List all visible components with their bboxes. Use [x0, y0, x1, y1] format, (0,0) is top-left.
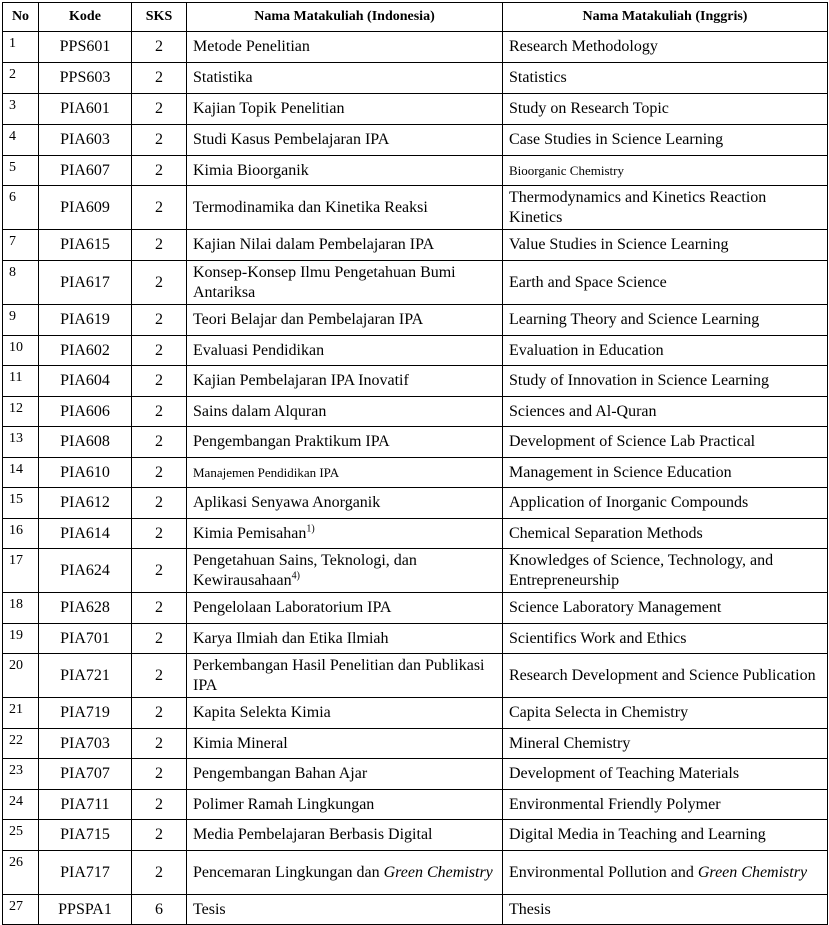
cell-name-english: Study of Innovation in Science Learning [503, 366, 828, 397]
course-name: Environmental Pollution and [509, 863, 694, 881]
cell-no: 3 [3, 94, 39, 125]
cell-name-indonesia: Pengelolaan Laboratorium IPA [187, 593, 503, 624]
cell-sks: 2 [132, 458, 187, 488]
cell-name-indonesia [187, 549, 503, 593]
cell-name-indonesia [187, 519, 503, 549]
cell-no: 19 [3, 624, 39, 654]
table-row [3, 261, 828, 305]
cell-sks: 2 [132, 519, 187, 549]
cell-no: 16 [3, 519, 39, 549]
cell-name-indonesia: Konsep-Konsep Ilmu Pengetahuan Bumi Antariksa [187, 261, 503, 305]
course-name-line2: Kewirausahaan [193, 571, 292, 589]
table-row [3, 549, 828, 593]
cell-kode: PIA715 [39, 820, 132, 851]
course-name: Kimia Pemisahan [193, 524, 307, 542]
cell-no: 6 [3, 186, 39, 230]
table-row [3, 427, 828, 458]
cell-no: 23 [3, 759, 39, 790]
cell-name-indonesia: Perkembangan Hasil Penelitian dan Publikasi IPA [187, 654, 503, 698]
cell-no: 12 [3, 397, 39, 427]
course-name-line1: Pengetahuan Sains, Teknologi, dan [193, 551, 417, 569]
cell-sks: 2 [132, 397, 187, 427]
cell-no: 8 [3, 261, 39, 305]
cell-no: 13 [3, 427, 39, 458]
cell-sks: 2 [132, 820, 187, 851]
cell-kode: PIA603 [39, 125, 132, 156]
table-row [3, 624, 828, 654]
cell-name-english: Digital Media in Teaching and Learning [503, 820, 828, 851]
cell-name-indonesia: Polimer Ramah Lingkungan [187, 790, 503, 820]
header-kode: Kode [39, 3, 132, 32]
cell-name-indonesia: Kajian Topik Penelitian [187, 94, 503, 125]
cell-kode: PIA703 [39, 729, 132, 759]
cell-name-english: Research Development and Science Publication [503, 654, 828, 698]
cell-kode: PIA628 [39, 593, 132, 624]
cell-name-english: Scientifics Work and Ethics [503, 624, 828, 654]
cell-no: 21 [3, 698, 39, 729]
cell-kode: PIA610 [39, 458, 132, 488]
cell-no: 9 [3, 305, 39, 336]
cell-no: 2 [3, 63, 39, 94]
cell-name-english: Chemical Separation Methods [503, 519, 828, 549]
cell-kode: PIA717 [39, 851, 132, 895]
cell-name-english: Case Studies in Science Learning [503, 125, 828, 156]
cell-sks: 2 [132, 366, 187, 397]
cell-name-english: Development of Science Lab Practical [503, 427, 828, 458]
table-row [3, 519, 828, 549]
table-row [3, 305, 828, 336]
header-indonesia: Nama Matakuliah (Indonesia) [187, 3, 503, 32]
cell-kode: PIA614 [39, 519, 132, 549]
cell-kode: PPSPA1 [39, 895, 132, 925]
cell-name-indonesia: Termodinamika dan Kinetika Reaksi [187, 186, 503, 230]
cell-sks: 2 [132, 549, 187, 593]
cell-name-indonesia: Manajemen Pendidikan IPA [187, 458, 503, 488]
cell-name-indonesia: Kapita Selekta Kimia [187, 698, 503, 729]
footnote-marker: 4) [291, 570, 300, 582]
table-row [3, 729, 828, 759]
table-row [3, 790, 828, 820]
cell-no: 11 [3, 366, 39, 397]
cell-kode: PIA615 [39, 230, 132, 261]
cell-no: 17 [3, 549, 39, 593]
cell-no: 25 [3, 820, 39, 851]
cell-no: 1 [3, 32, 39, 63]
header-inggris: Nama Matakuliah (Inggris) [503, 3, 828, 32]
cell-name-indonesia: Aplikasi Senyawa Anorganik [187, 488, 503, 519]
cell-no: 24 [3, 790, 39, 820]
cell-sks: 2 [132, 156, 187, 186]
cell-name-english: Sciences and Al-Quran [503, 397, 828, 427]
cell-name-indonesia: Teori Belajar dan Pembelajaran IPA [187, 305, 503, 336]
cell-sks: 2 [132, 186, 187, 230]
table-row [3, 125, 828, 156]
cell-name-english [503, 851, 828, 895]
cell-kode: PIA604 [39, 366, 132, 397]
cell-name-english: Application of Inorganic Compounds [503, 488, 828, 519]
cell-name-indonesia: Evaluasi Pendidikan [187, 336, 503, 366]
cell-no: 14 [3, 458, 39, 488]
cell-kode: PIA606 [39, 397, 132, 427]
table-row [3, 895, 828, 925]
cell-name-indonesia: Kajian Pembelajaran IPA Inovatif [187, 366, 503, 397]
cell-sks: 2 [132, 729, 187, 759]
cell-name-indonesia: Sains dalam Alquran [187, 397, 503, 427]
table-row [3, 366, 828, 397]
cell-name-english: Capita Selecta in Chemistry [503, 698, 828, 729]
table-row [3, 820, 828, 851]
cell-no: 26 [3, 851, 39, 895]
cell-kode: PIA701 [39, 624, 132, 654]
table-row [3, 698, 828, 729]
cell-sks: 2 [132, 488, 187, 519]
cell-no: 18 [3, 593, 39, 624]
cell-sks: 2 [132, 593, 187, 624]
cell-name-indonesia: Karya Ilmiah dan Etika Ilmiah [187, 624, 503, 654]
table-row [3, 32, 828, 63]
header-sks: SKS [132, 3, 187, 32]
cell-no: 7 [3, 230, 39, 261]
cell-name-indonesia: Pengembangan Bahan Ajar [187, 759, 503, 790]
cell-name-english: Thesis [503, 895, 828, 925]
cell-name-indonesia [187, 851, 503, 895]
table-row [3, 63, 828, 94]
cell-sks: 2 [132, 230, 187, 261]
cell-name-indonesia: Media Pembelajaran Berbasis Digital [187, 820, 503, 851]
cell-no: 20 [3, 654, 39, 698]
cell-no: 4 [3, 125, 39, 156]
cell-kode: PIA617 [39, 261, 132, 305]
cell-name-english: Mineral Chemistry [503, 729, 828, 759]
cell-no: 10 [3, 336, 39, 366]
cell-kode: PPS601 [39, 32, 132, 63]
cell-name-english: Value Studies in Science Learning [503, 230, 828, 261]
cell-name-indonesia: Pengembangan Praktikum IPA [187, 427, 503, 458]
cell-sks: 6 [132, 895, 187, 925]
cell-kode: PPS603 [39, 63, 132, 94]
cell-name-indonesia: Kimia Bioorganik [187, 156, 503, 186]
table-row [3, 156, 828, 186]
cell-sks: 2 [132, 427, 187, 458]
cell-name-english: Research Methodology [503, 32, 828, 63]
course-name-italic: Green Chemistry [383, 863, 493, 881]
cell-name-english: Development of Teaching Materials [503, 759, 828, 790]
table-row [3, 94, 828, 125]
table-row [3, 186, 828, 230]
cell-name-english: Management in Science Education [503, 458, 828, 488]
cell-kode: PIA624 [39, 549, 132, 593]
table-row [3, 458, 828, 488]
cell-sks: 2 [132, 63, 187, 94]
course-name: Pencemaran Lingkungan dan [193, 863, 380, 881]
course-name-italic: Green Chemistry [697, 863, 808, 881]
cell-kode: PIA601 [39, 94, 132, 125]
cell-name-english: Thermodynamics and Kinetics Reaction Kinetics [503, 186, 828, 230]
cell-name-english: Evaluation in Education [503, 336, 828, 366]
cell-name-indonesia: Kajian Nilai dalam Pembelajaran IPA [187, 230, 503, 261]
cell-name-english: Science Laboratory Management [503, 593, 828, 624]
cell-name-english: Statistics [503, 63, 828, 94]
cell-kode: PIA711 [39, 790, 132, 820]
cell-name-english: Environmental Friendly Polymer [503, 790, 828, 820]
cell-name-indonesia: Studi Kasus Pembelajaran IPA [187, 125, 503, 156]
cell-no: 5 [3, 156, 39, 186]
cell-sks: 2 [132, 624, 187, 654]
cell-kode: PIA607 [39, 156, 132, 186]
footnote-marker: 1) [306, 523, 315, 535]
course-table [2, 2, 828, 925]
cell-sks: 2 [132, 305, 187, 336]
header-row [3, 3, 828, 32]
cell-kode: PIA608 [39, 427, 132, 458]
table-row [3, 759, 828, 790]
table-row [3, 488, 828, 519]
table-row [3, 593, 828, 624]
cell-name-english: Knowledges of Science, Technology, and Entrepreneurship [503, 549, 828, 593]
cell-name-english: Learning Theory and Science Learning [503, 305, 828, 336]
cell-kode: PIA619 [39, 305, 132, 336]
cell-sks: 2 [132, 851, 187, 895]
cell-kode: PIA719 [39, 698, 132, 729]
cell-sks: 2 [132, 94, 187, 125]
cell-sks: 2 [132, 759, 187, 790]
cell-sks: 2 [132, 32, 187, 63]
table-row [3, 397, 828, 427]
cell-sks: 2 [132, 654, 187, 698]
cell-no: 22 [3, 729, 39, 759]
cell-kode: PIA707 [39, 759, 132, 790]
cell-sks: 2 [132, 125, 187, 156]
header-no: No [3, 3, 39, 32]
cell-name-english: Study on Research Topic [503, 94, 828, 125]
table-row [3, 336, 828, 366]
table-row [3, 654, 828, 698]
table-row [3, 230, 828, 261]
cell-name-english: Earth and Space Science [503, 261, 828, 305]
cell-no: 15 [3, 488, 39, 519]
cell-kode: PIA602 [39, 336, 132, 366]
cell-sks: 2 [132, 790, 187, 820]
cell-kode: PIA609 [39, 186, 132, 230]
cell-sks: 2 [132, 698, 187, 729]
cell-name-indonesia: Tesis [187, 895, 503, 925]
cell-sks: 2 [132, 261, 187, 305]
cell-kode: PIA612 [39, 488, 132, 519]
cell-kode: PIA721 [39, 654, 132, 698]
cell-name-english: Bioorganic Chemistry [503, 156, 828, 186]
cell-name-indonesia: Metode Penelitian [187, 32, 503, 63]
cell-name-indonesia: Kimia Mineral [187, 729, 503, 759]
cell-sks: 2 [132, 336, 187, 366]
cell-no: 27 [3, 895, 39, 925]
cell-name-indonesia: Statistika [187, 63, 503, 94]
table-row [3, 851, 828, 895]
